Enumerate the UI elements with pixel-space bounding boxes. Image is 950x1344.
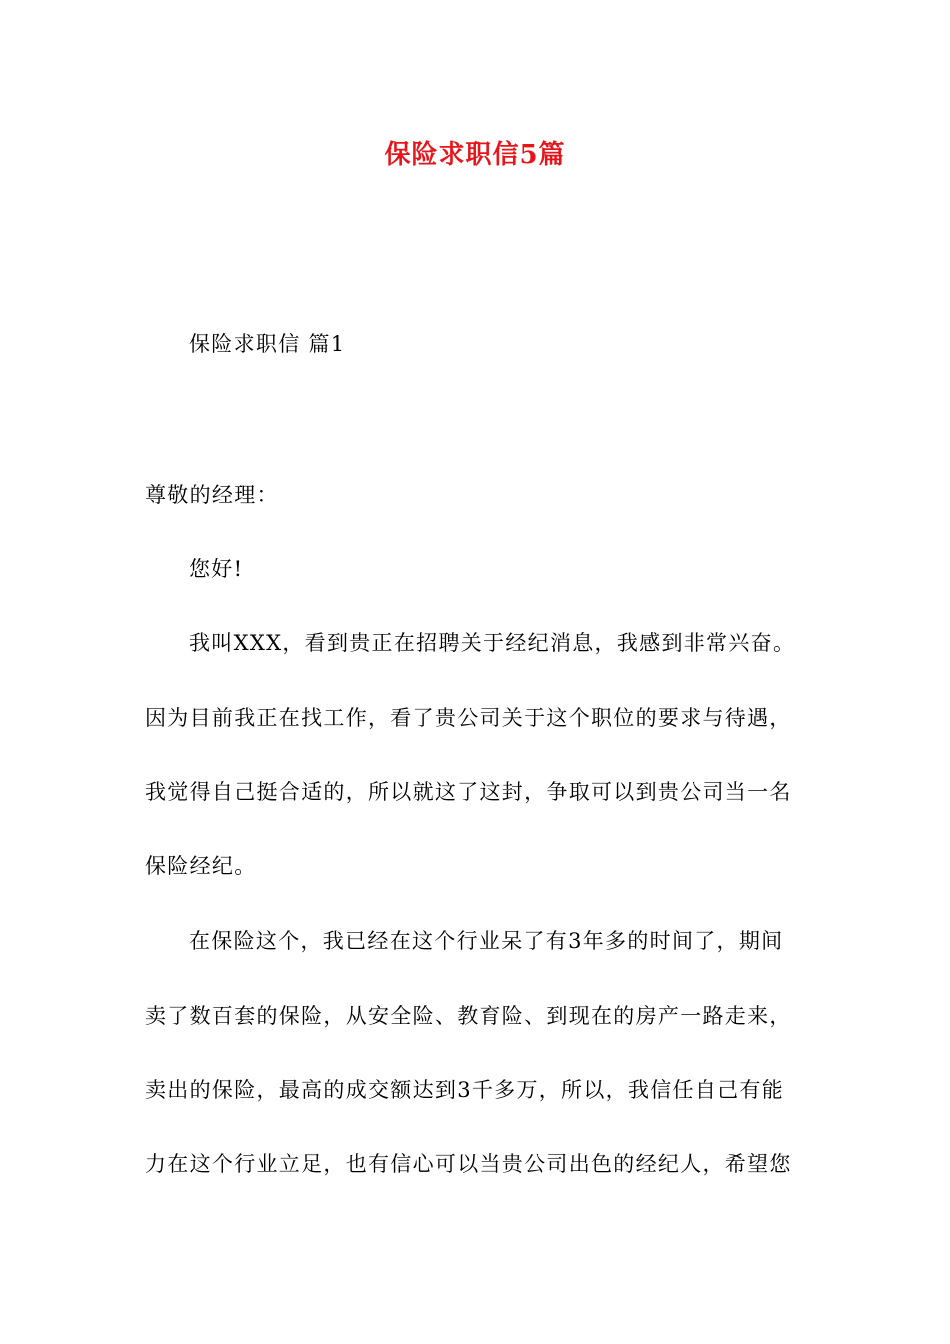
paragraph2-line1: 在保险这个，我已经在这个行业呆了有3年多的时间了，期间 (189, 929, 784, 953)
paragraph2-line3: 卖出的保险，最高的成交额达到3千多万，所以，我信任自己有能 (145, 1078, 785, 1102)
salutation: 尊敬的经理： (145, 483, 279, 507)
paragraph2-line4: 力在这个行业立足，也有信心可以当贵公司出色的经纪人，希望您 (145, 1152, 792, 1176)
document-title: 保险求职信5篇 (384, 140, 566, 170)
section-heading: 保险求职信 篇1 (189, 332, 346, 356)
greeting: 您好! (189, 557, 244, 581)
paragraph1-line3: 我觉得自己挺合适的，所以就这了这封，争取可以到贵公司当一名 (145, 780, 792, 804)
paragraph1-line2: 因为目前我正在找工作，看了贵公司关于这个职位的要求与待遇， (145, 706, 792, 730)
paragraph2-line2: 卖了数百套的保险，从安全险、教育险、到现在的房产一路走来， (145, 1004, 792, 1028)
paragraph1-line1: 我叫XXX，看到贵正在招聘关于经纪消息，我感到非常兴奋。 (189, 631, 796, 655)
paragraph1-line4: 保险经纪。 (145, 854, 257, 878)
